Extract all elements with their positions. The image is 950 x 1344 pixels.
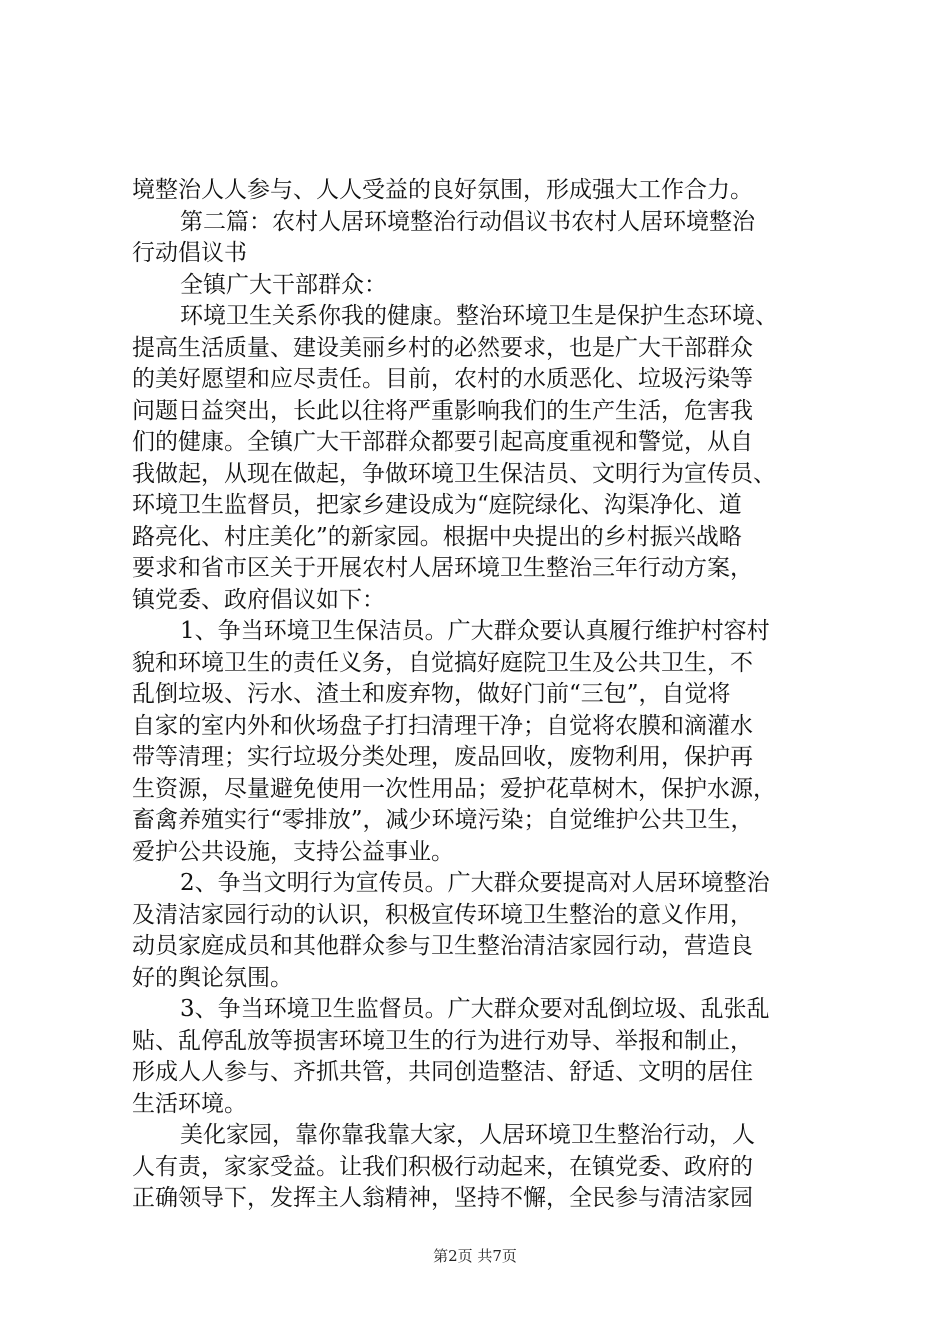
list-item-line: 3、争当环境卫生监督员。广大群众要对乱倒垃圾、乱张乱 [180,996,770,1022]
text-line: 正确领导下，发挥主人翁精神，坚持不懈，全民参与清洁家园 [132,1185,753,1211]
text-line: 乱倒垃圾、污水、渣土和废弃物，做好门前“三包”，自觉将 [132,681,731,707]
text-line: 爱护公共设施，支持公益事业。 [132,839,454,865]
list-item-line: 2、争当文明行为宣传员。广大群众要提高对人居环境整治 [180,870,770,896]
text-line: 带等清理；实行垃圾分类处理，废品回收，废物利用，保护再 [132,744,753,770]
text-line: 好的舆论氛围。 [132,965,293,991]
section-title-line: 第二篇：农村人居环境整治行动倡议书农村人居环境整治 [180,209,755,235]
text-line: 我做起，从现在做起，争做环境卫生保洁员、文明行为宣传员、 [132,461,776,487]
text-line: 生活环境。 [132,1091,247,1117]
text-line: 们的健康。全镇广大干部群众都要引起高度重视和警觉，从自 [132,429,753,455]
text-line: 自家的室内外和伙场盘子打扫清理干净；自觉将农膜和滴灌水 [132,713,753,739]
text-line: 的美好愿望和应尽责任。目前，农村的水质恶化、垃圾污染等 [132,366,753,392]
salutation-line: 全镇广大干部群众： [180,272,387,298]
text-line: 贴、乱停乱放等损害环境卫生的行为进行劝导、举报和制止， [132,1028,753,1054]
text-line: 貌和环境卫生的责任义务，自觉搞好庭院卫生及公共卫生，不 [132,650,753,676]
text-line: 提高生活质量、建设美丽乡村的必然要求，也是广大干部群众 [132,335,753,361]
text-line: 畜禽养殖实行“零排放”，减少环境污染；自觉维护公共卫生， [132,807,754,833]
text-line: 镇党委、政府倡议如下： [132,587,385,613]
page-number-footer: 第2页 共7页 [433,1247,517,1265]
text-line: 环境卫生关系你我的健康。整治环境卫生是保护生态环境、 [180,303,778,329]
list-item-line: 1、争当环境卫生保洁员。广大群众要认真履行维护村容村 [180,618,770,644]
text-line: 境整治人人参与、人人受益的良好氛围，形成强大工作合力。 [132,177,753,203]
text-line: 问题日益突出，长此以往将严重影响我们的生产生活，危害我 [132,398,753,424]
text-line: 美化家园，靠你靠我靠大家，人居环境卫生整治行动，人 [180,1122,755,1148]
section-title-line: 行动倡议书 [132,240,247,266]
text-line: 人有责，家家受益。让我们积极行动起来，在镇党委、政府的 [132,1154,753,1180]
text-line: 形成人人参与、齐抓共管，共同创造整洁、舒适、文明的居住 [132,1059,753,1085]
text-line: 要求和省市区关于开展农村人居环境卫生整治三年行动方案， [132,555,753,581]
text-line: 动员家庭成员和其他群众参与卫生整治清洁家园行动，营造良 [132,933,753,959]
text-line: 路亮化、村庄美化”的新家园。根据中央提出的乡村振兴战略 [132,524,742,550]
text-line: 生资源，尽量避免使用一次性用品；爱护花草树木，保护水源， [132,776,776,802]
text-line: 及清洁家园行动的认识，积极宣传环境卫生整治的意义作用， [132,902,753,928]
text-line: 环境卫生监督员，把家乡建设成为“庭院绿化、沟渠净化、道 [132,492,742,518]
